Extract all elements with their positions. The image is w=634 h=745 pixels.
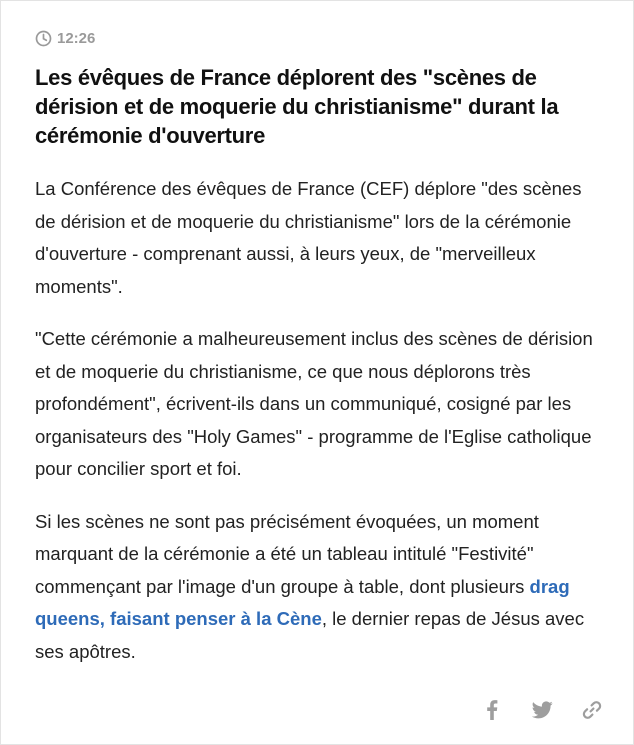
post-time: 12:26 — [57, 30, 96, 47]
facebook-share-button[interactable] — [481, 699, 503, 721]
paragraph-2: "Cette cérémonie a malheureusement inclus des scènes de dérision et de moquerie du christianisme, ce que nous déplorons très profondément", écrivent-ils dans un communiqué, cosigné par les organisateurs des "Holy Games" - programme de l'Eglise catholique pour concilier sport et foi. — [35, 328, 593, 479]
facebook-icon — [486, 700, 498, 720]
clock-icon — [35, 30, 52, 47]
drag-queens-link[interactable]: drag queens, faisant penser à la Cène — [35, 575, 570, 629]
post-body — [35, 173, 607, 688]
twitter-share-button[interactable] — [531, 699, 553, 721]
post-title: Les évêques de France déplorent des "scènes de dérision et de moquerie du christianisme" durant la cérémonie d'ouverture — [35, 65, 559, 148]
paragraph-3-text-end: , le dernier repas de Jésus avec ses apôtres. — [35, 608, 585, 662]
paragraph-3-text-start: Si les scènes ne sont pas précisément évoquées, un moment marquant de la cérémonie a été un tableau intitulé "Festivité" commençant par l'image d'un groupe à table, dont plusieurs — [35, 510, 539, 597]
post-timestamp — [35, 30, 95, 47]
copy-link-button[interactable] — [581, 699, 603, 721]
twitter-icon — [532, 701, 553, 719]
paragraph-3 — [35, 506, 607, 669]
paragraph-1: La Conférence des évêques de France (CEF) déplore "des scènes de dérision et de moquerie du christianisme" lors de la cérémonie d'ouverture - comprenant aussi, à leurs yeux, de "merveilleux moments". — [35, 178, 582, 297]
link-icon — [582, 700, 602, 720]
share-bar — [481, 699, 603, 721]
